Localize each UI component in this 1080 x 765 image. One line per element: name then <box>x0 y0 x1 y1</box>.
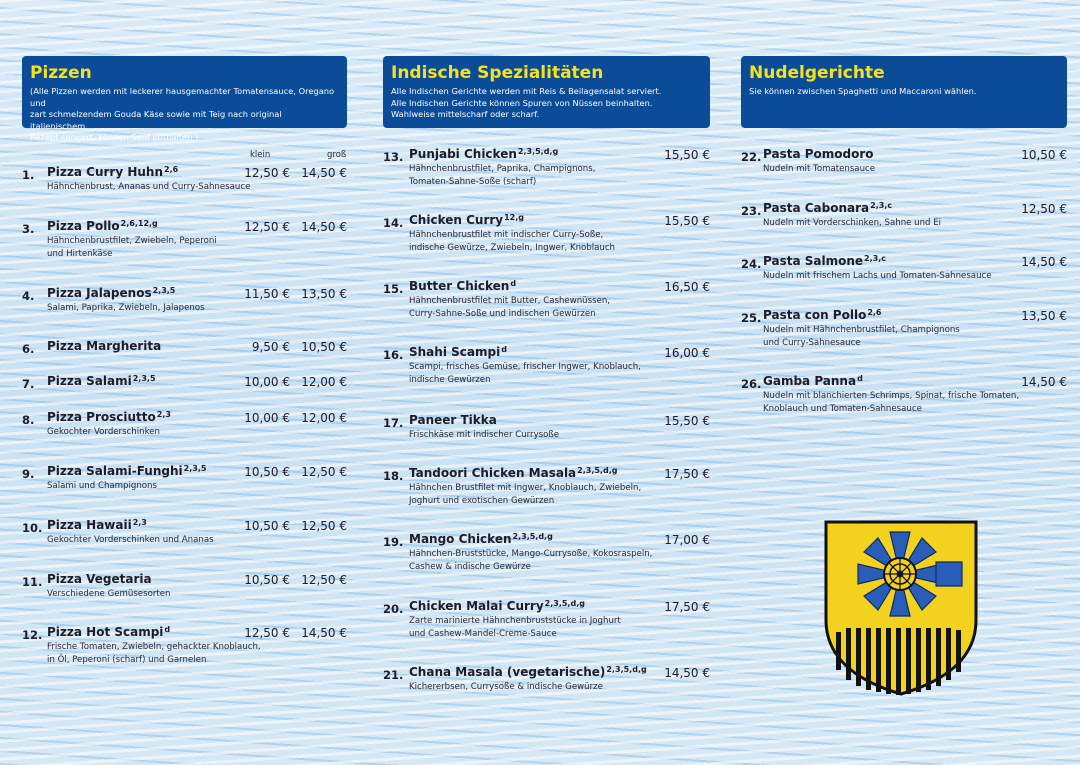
item-price: 17,00 € <box>664 533 710 547</box>
item-description: Hähnchenbrustfilet mit Butter, Cashewnüssen, <box>409 296 611 306</box>
item-number: 19. <box>383 535 404 549</box>
item-name-text: Pizza Vegetaria <box>47 572 152 586</box>
item-price: 12,00 € <box>301 411 347 425</box>
pizzen-description <box>30 86 339 144</box>
item-description: und Hirtenkäse <box>47 249 113 259</box>
item-number: 7. <box>22 377 35 391</box>
item-price: 10,50 € <box>244 519 290 533</box>
item-name-text: Pizza Margherita <box>47 339 162 353</box>
item-description: Hähnchenbrust, Ananas und Curry-Sahnesauce <box>47 182 251 192</box>
item-number: 11. <box>22 575 43 589</box>
item-number: 14. <box>383 216 404 230</box>
item-name <box>47 219 158 233</box>
pizzen-desc-line: Rezept serviert, können Senf enthalten.) <box>30 132 199 142</box>
item-number: 22. <box>741 150 762 164</box>
item-price: 15,50 € <box>664 214 710 228</box>
item-description: Salami, Paprika, Zwiebeln, Jalapenos <box>47 303 205 313</box>
item-description: Nudeln mit blanchierten Schrimps, Spinat, frische Tomaten, <box>763 391 1020 401</box>
item-price: 14,50 € <box>1021 375 1067 389</box>
item-name-text: Chana Masala (vegetarische) <box>409 665 606 679</box>
item-description: Scampi, frisches Gemüse, frischer Ingwer, Knoblauch, <box>409 362 641 372</box>
item-name-text: Chicken Curry <box>409 213 504 227</box>
item-description: Nudeln mit Hähnchenbrustfilet, Champignons <box>763 325 960 335</box>
item-price: 12,50 € <box>301 573 347 587</box>
item-description: Nudeln mit Tomatensauce <box>763 164 876 174</box>
item-price: 17,50 € <box>664 600 710 614</box>
item-description: Cashew & indische Gewürze <box>409 562 531 572</box>
allergen-codes: 12,g <box>504 213 525 222</box>
item-price: 12,50 € <box>1021 202 1067 216</box>
item-price: 12,50 € <box>301 519 347 533</box>
item-price: 14,50 € <box>664 666 710 680</box>
nudel-title: Nudelgerichte <box>749 63 885 83</box>
item-description: Joghurt und exotischen Gewürzen <box>409 496 555 506</box>
item-name-text: Shahi Scampi <box>409 345 501 359</box>
item-price: 12,50 € <box>244 220 290 234</box>
item-name <box>763 254 886 268</box>
item-number: 8. <box>22 413 35 427</box>
item-price: 10,00 € <box>244 411 290 425</box>
item-name <box>763 201 892 215</box>
item-price: 17,50 € <box>664 467 710 481</box>
item-name-text: Paneer Tikka <box>409 413 497 427</box>
item-description: Hähnchen Brustfilet mit Ingwer, Knoblauch, Zwiebeln, <box>409 483 642 493</box>
item-description: Nudeln mit frischem Lachs und Tomaten-Sahnesauce <box>763 271 992 281</box>
item-price: 15,50 € <box>664 148 710 162</box>
item-price: 10,50 € <box>244 465 290 479</box>
item-name-text: Tandoori Chicken Masala <box>409 466 577 480</box>
pizzen-header <box>22 56 347 142</box>
allergen-codes: 2,3,5,d,g <box>577 466 618 475</box>
allergen-codes: 2,6 <box>164 165 179 174</box>
item-name <box>409 532 553 546</box>
item-description: Gekochter Vorderschinken <box>47 427 160 437</box>
item-number: 17. <box>383 416 404 430</box>
item-price: 10,00 € <box>244 375 290 389</box>
col-gross-label: groß <box>327 150 347 160</box>
indisch-desc-line: Wahlweise mittelscharf oder scharf. <box>391 109 540 119</box>
allergen-codes: 2,3,c <box>870 201 893 210</box>
coat-of-arms-icon <box>824 520 978 696</box>
item-number: 3. <box>22 222 35 236</box>
item-number: 9. <box>22 467 35 481</box>
item-description: Curry-Sahne-Soße und indischen Gewürzen <box>409 309 596 319</box>
item-price: 14,50 € <box>1021 255 1067 269</box>
item-name-text: Pasta Cabonara <box>763 201 870 215</box>
item-name-text: Mango Chicken <box>409 532 512 546</box>
item-name <box>409 279 516 293</box>
item-number: 13. <box>383 150 404 164</box>
col-klein-label: klein <box>250 150 271 160</box>
item-name <box>409 599 585 613</box>
item-number: 21. <box>383 668 404 682</box>
item-name <box>47 339 161 353</box>
item-name <box>47 374 156 388</box>
item-name <box>47 518 147 532</box>
allergen-codes: 2,3,5 <box>152 286 176 295</box>
item-description: Frischkäse mit indischer Currysoße <box>409 430 560 440</box>
item-name <box>47 410 171 424</box>
allergen-codes: 2,3,5,d,g <box>517 147 559 156</box>
item-name <box>47 572 152 586</box>
item-number: 24. <box>741 257 762 271</box>
item-name-text: Pasta Salmone <box>763 254 864 268</box>
item-description: Salami und Champignons <box>47 481 157 491</box>
item-number: 26. <box>741 377 762 391</box>
item-price: 16,50 € <box>664 280 710 294</box>
indisch-title: Indische Spezialitäten <box>391 63 604 83</box>
item-name <box>409 147 558 161</box>
item-description: Hähnchenbrustfilet, Paprika, Champignons, <box>409 164 596 174</box>
item-price: 13,50 € <box>1021 309 1067 323</box>
item-number: 10. <box>22 521 43 535</box>
allergen-codes: 2,3 <box>156 410 171 419</box>
item-description: Frische Tomaten, Zwiebeln, gehackter Knoblauch, <box>47 642 261 652</box>
item-description: Hähnchen-Bruststücke, Mango-Currysoße, Kokosraspeln, <box>409 549 653 559</box>
item-price: 9,50 € <box>251 340 290 354</box>
pizzen-desc-line: (Alle Pizzen werden mit leckerer hausgemachter Tomatensauce, Oregano und <box>30 86 335 108</box>
item-price: 11,50 € <box>244 287 290 301</box>
item-number: 20. <box>383 602 404 616</box>
item-name-text: Pasta Pomodoro <box>763 147 874 161</box>
indisch-description <box>391 86 702 121</box>
item-description: Zarte marinierte Hähnchenbruststücke in Joghurt <box>409 616 621 626</box>
item-name <box>47 286 175 300</box>
allergen-codes: d <box>510 279 517 288</box>
item-price: 10,50 € <box>301 340 347 354</box>
item-name-text: Chicken Malai Curry <box>409 599 544 613</box>
item-name <box>47 464 206 478</box>
item-description: Gekochter Vorderschinken und Ananas <box>47 535 214 545</box>
item-number: 18. <box>383 469 404 483</box>
item-name-text: Pizza Salami <box>47 374 132 388</box>
item-name <box>763 374 863 388</box>
item-number: 23. <box>741 204 762 218</box>
allergen-codes: 2,3,5,d,g <box>512 532 553 541</box>
item-price: 12,50 € <box>244 166 290 180</box>
item-number: 4. <box>22 289 35 303</box>
item-name <box>409 213 524 227</box>
item-number: 15. <box>383 282 404 296</box>
item-price: 12,50 € <box>301 465 347 479</box>
item-price: 13,50 € <box>301 287 347 301</box>
item-description: in Öl, Peperoni (scharf) und Garnelen <box>47 655 207 665</box>
pizzen-desc-line: zart schmelzendem Gouda Käse sowie mit Teig nach original italienischem <box>30 109 282 131</box>
item-price: 15,50 € <box>664 414 710 428</box>
item-description: Verschiedene Gemüsesorten <box>47 589 171 599</box>
allergen-codes: 2,3,5 <box>183 464 207 473</box>
item-description: Knoblauch und Tomaten-Sahnesauce <box>763 404 922 414</box>
item-number: 16. <box>383 348 404 362</box>
item-name <box>47 165 178 179</box>
item-name <box>47 625 170 639</box>
allergen-codes: d <box>164 625 171 634</box>
item-price: 12,00 € <box>301 375 347 389</box>
nudel-description <box>749 86 1059 98</box>
item-name <box>409 466 617 480</box>
item-name <box>763 147 874 161</box>
item-name-text: Pizza Hawaii <box>47 518 132 532</box>
item-name-text: Pizza Hot Scampi <box>47 625 164 639</box>
item-price: 10,50 € <box>244 573 290 587</box>
allergen-codes: 2,3,c <box>864 254 886 263</box>
item-description: Hähnchenbrustfilet, Zwiebeln, Peperoni <box>47 236 217 246</box>
allergen-codes: d <box>501 345 507 354</box>
item-price: 14,50 € <box>301 166 347 180</box>
item-description: Nudeln mit Vorderschinken, Sahne und Ei <box>763 218 942 228</box>
item-number: 6. <box>22 342 35 356</box>
item-description: Hähnchenbrustfilet mit indischer Curry-Soße, <box>409 230 604 240</box>
item-description: und Cashew-Mandel-Creme-Sauce <box>409 629 557 639</box>
item-name-text: Pizza Pollo <box>47 219 120 233</box>
item-price: 10,50 € <box>1021 148 1067 162</box>
item-name <box>409 413 497 427</box>
item-number: 1. <box>22 168 35 182</box>
item-description: Tomaten-Sahne-Soße (scharf) <box>409 177 537 187</box>
item-name <box>409 665 647 679</box>
item-name-text: Pizza Jalapenos <box>47 286 152 300</box>
item-price: 12,50 € <box>244 626 290 640</box>
item-name <box>763 308 881 322</box>
item-description: und Curry-Sahnesauce <box>763 338 861 348</box>
indisch-desc-line: Alle Indischen Gerichte werden mit Reis & Beilagensalat serviert. <box>391 86 662 96</box>
item-price: 14,50 € <box>301 220 347 234</box>
item-name-text: Pizza Salami-Funghi <box>47 464 183 478</box>
allergen-codes: 2,6 <box>867 308 882 317</box>
item-price: 16,00 € <box>664 346 710 360</box>
allergen-codes: 2,3 <box>132 518 147 527</box>
nudel-header <box>741 56 1067 128</box>
indisch-header <box>383 56 710 128</box>
pizzen-title: Pizzen <box>30 63 92 83</box>
allergen-codes: 2,3,5,d,g <box>606 665 647 674</box>
item-price: 14,50 € <box>301 626 347 640</box>
item-description: indische Gewürze, Zwiebeln, Ingwer, Knoblauch <box>409 243 616 253</box>
nudel-desc-line: Sie können zwischen Spaghetti und Maccaroni wählen. <box>749 86 977 96</box>
item-name-text: Gamba Panna <box>763 374 857 388</box>
allergen-codes: d <box>857 374 863 383</box>
allergen-codes: 2,3,5 <box>132 374 156 383</box>
item-name-text: Pizza Curry Huhn <box>47 165 164 179</box>
item-number: 25. <box>741 311 762 325</box>
allergen-codes: 2,3,5,d,g <box>544 599 585 608</box>
item-description: indische Gewürzen <box>409 375 491 385</box>
item-name-text: Butter Chicken <box>409 279 510 293</box>
item-name-text: Punjabi Chicken <box>409 147 517 161</box>
item-name <box>409 345 507 359</box>
item-name-text: Pasta con Pollo <box>763 308 867 322</box>
item-description: Kichererbsen, Currysoße & indische Gewürze <box>409 682 603 692</box>
allergen-codes: 2,6,12,g <box>120 219 158 228</box>
item-name-text: Pizza Prosciutto <box>47 410 156 424</box>
indisch-desc-line: Alle Indischen Gerichte können Spuren von Nüssen beinhalten. <box>391 97 653 108</box>
item-number: 12. <box>22 628 43 642</box>
